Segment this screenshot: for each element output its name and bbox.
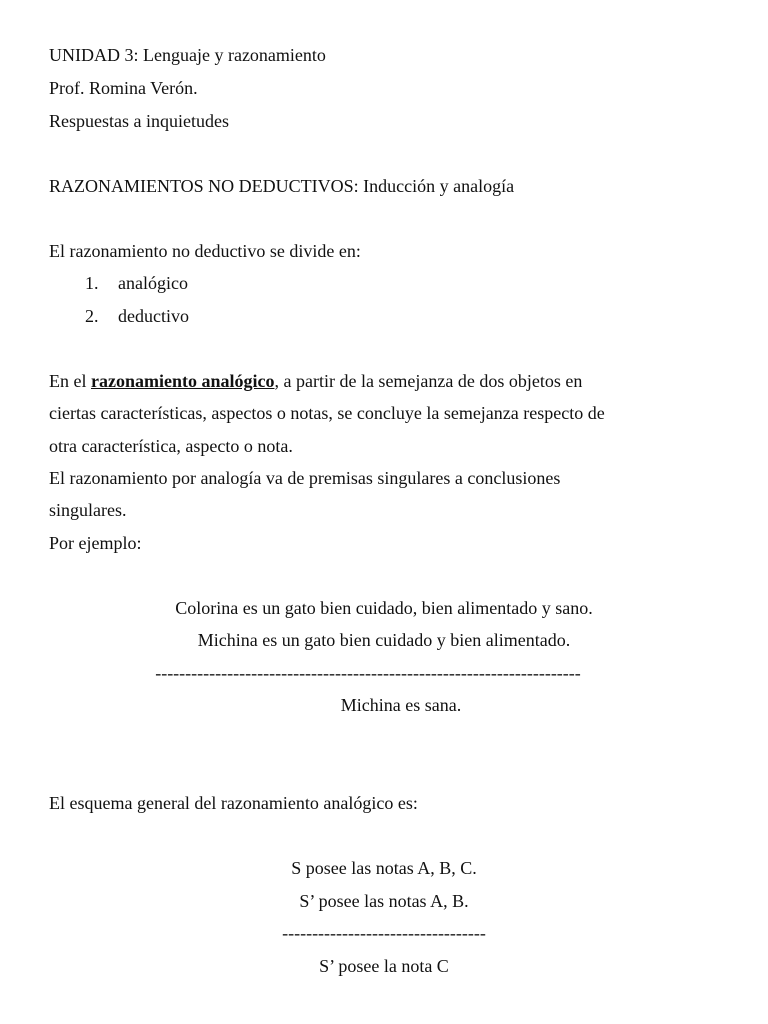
- example-premise-1: Colorina es un gato bien cuidado, bien alimentado y sano.: [175, 598, 593, 618]
- paragraph-analogical-line3: otra característica, aspecto o nota.: [49, 436, 293, 456]
- intro-text: El razonamiento no deductivo se divide en:: [49, 241, 361, 261]
- list-item-number: 1.: [85, 273, 99, 293]
- list-item-number: 2.: [85, 306, 99, 326]
- paragraph-analogical-line1: [49, 370, 582, 392]
- scheme-intro: El esquema general del razonamiento analógico es:: [49, 793, 418, 813]
- scheme-separator: ----------------------------------: [282, 923, 486, 943]
- paragraph-analogical-line2: ciertas características, aspectos o notas, se concluye la semejanza respecto de: [49, 403, 605, 423]
- bold-term: razonamiento analógico: [91, 371, 275, 391]
- example-separator: -----------------------------------------------------------------------: [155, 663, 581, 683]
- example-premise-2: Michina es un gato bien cuidado y bien alimentado.: [197, 630, 571, 650]
- example-label: Por ejemplo:: [49, 533, 142, 553]
- paragraph-rest: , a partir de la semejanza de dos objetos en: [274, 371, 583, 391]
- list-item-text: deductivo: [118, 306, 189, 326]
- paragraph-analogy-line1: El razonamiento por analogía va de premisas singulares a conclusiones: [49, 468, 561, 488]
- scheme-premise-1: S posee las notas A, B, C.: [291, 858, 477, 878]
- section-title: RAZONAMIENTOS NO DEDUCTIVOS: Inducción y analogía: [49, 176, 515, 196]
- paragraph-analogy-line2: singulares.: [49, 500, 127, 520]
- document-subtitle: Respuestas a inquietudes: [49, 111, 229, 131]
- scheme-conclusion: S’ posee la nota C: [319, 956, 449, 976]
- paragraph-prefix: En el: [49, 371, 91, 391]
- professor-name: Prof. Romina Verón.: [49, 78, 198, 98]
- unit-heading: UNIDAD 3: Lenguaje y razonamiento: [49, 45, 326, 65]
- example-conclusion: Michina es sana.: [340, 695, 462, 715]
- scheme-premise-2: S’ posee las notas A, B.: [299, 891, 469, 911]
- list-item-text: analógico: [118, 273, 188, 293]
